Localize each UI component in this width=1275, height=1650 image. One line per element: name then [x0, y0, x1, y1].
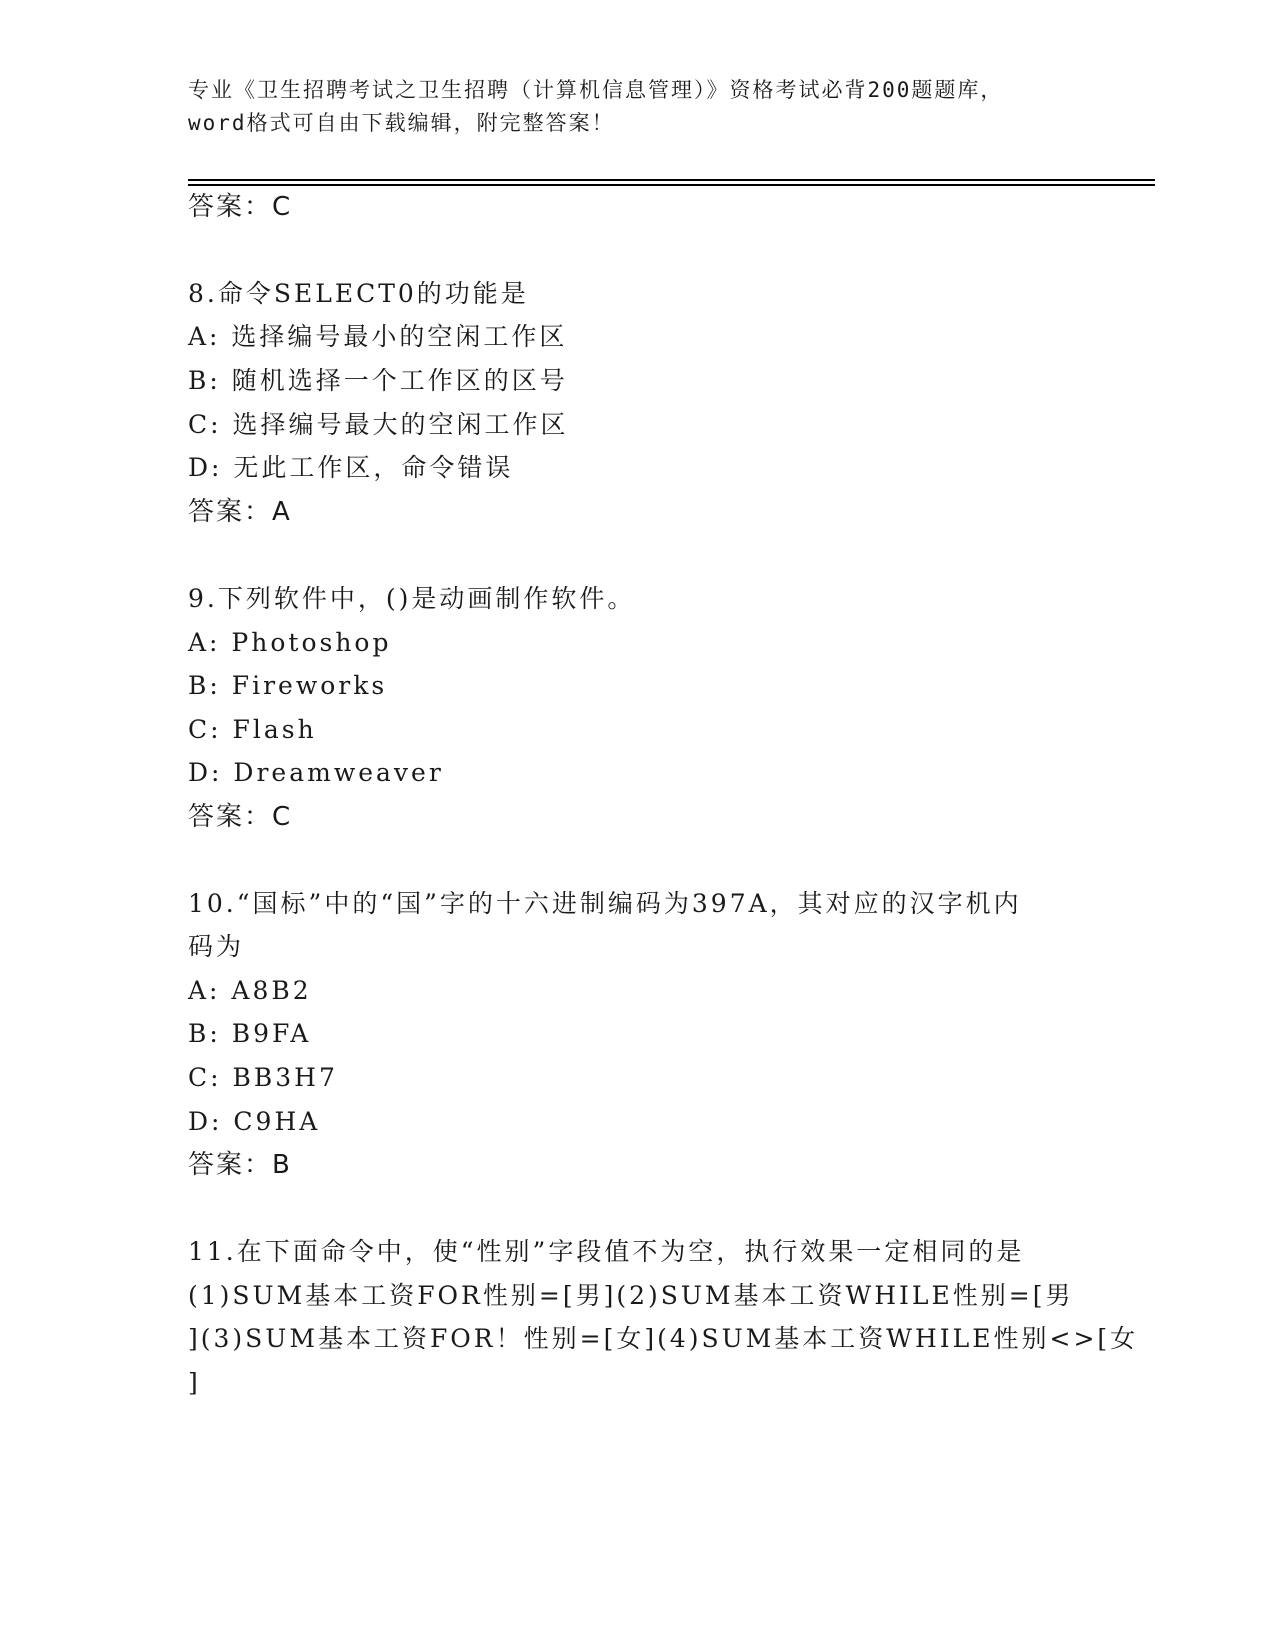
header-rule-top [188, 179, 1155, 181]
question-10-option-b: B: B9FA [188, 1019, 312, 1048]
question-9-text: 9.下列软件中，()是动画制作软件。 [188, 584, 636, 613]
question-10-text-line-2: 码为 [188, 932, 245, 961]
question-8-text: 8.命令SELECT0的功能是 [188, 279, 529, 308]
question-8-option-a: A: 选择编号最小的空闲工作区 [188, 322, 568, 351]
question-10-text-line-1: 10.“国标”中的“国”字的十六进制编码为397A，其对应的汉字机内 [188, 889, 1022, 918]
question-9-option-d: D: Dreamweaver [188, 758, 444, 787]
question-9-answer: 答案：C [188, 802, 293, 832]
question-8-option-c: C: 选择编号最大的空闲工作区 [188, 410, 569, 439]
question-11-text-line-2: (1)SUM基本工资FOR性别=[男](2)SUM基本工资WHILE性别=[男 [188, 1281, 1074, 1310]
question-8-answer: 答案：A [188, 497, 292, 527]
question-8-option-d: D: 无此工作区，命令错误 [188, 453, 514, 482]
question-10-option-a: A: A8B2 [188, 976, 312, 1005]
question-11-text-line-4: ] [188, 1368, 201, 1397]
header-line-1: 专业《卫生招聘考试之卫生招聘（计算机信息管理）》资格考试必背200题题库， [188, 78, 1004, 102]
question-9-option-c: C: Flash [188, 715, 317, 744]
header-rule-bottom [188, 184, 1155, 186]
question-11-text-line-1: 11.在下面命令中，使“性别”字段值不为空，执行效果一定相同的是 [188, 1237, 1025, 1266]
question-10-option-d: D: C9HA [188, 1107, 321, 1136]
question-10-answer: 答案：B [188, 1150, 292, 1180]
question-9-option-a: A: Photoshop [188, 628, 392, 657]
question-9-option-b: B: Fireworks [188, 671, 388, 700]
previous-answer: 答案：C [188, 192, 293, 222]
question-11-text-line-3: ](3)SUM基本工资FOR！性别=[女](4)SUM基本工资WHILE性别<>[女 [188, 1324, 1139, 1353]
question-10-option-c: C: BB3H7 [188, 1063, 338, 1092]
question-8-option-b: B: 随机选择一个工作区的区号 [188, 366, 568, 395]
header-line-2: word格式可自由下载编辑，附完整答案！ [188, 111, 615, 135]
document-header [188, 74, 1088, 140]
